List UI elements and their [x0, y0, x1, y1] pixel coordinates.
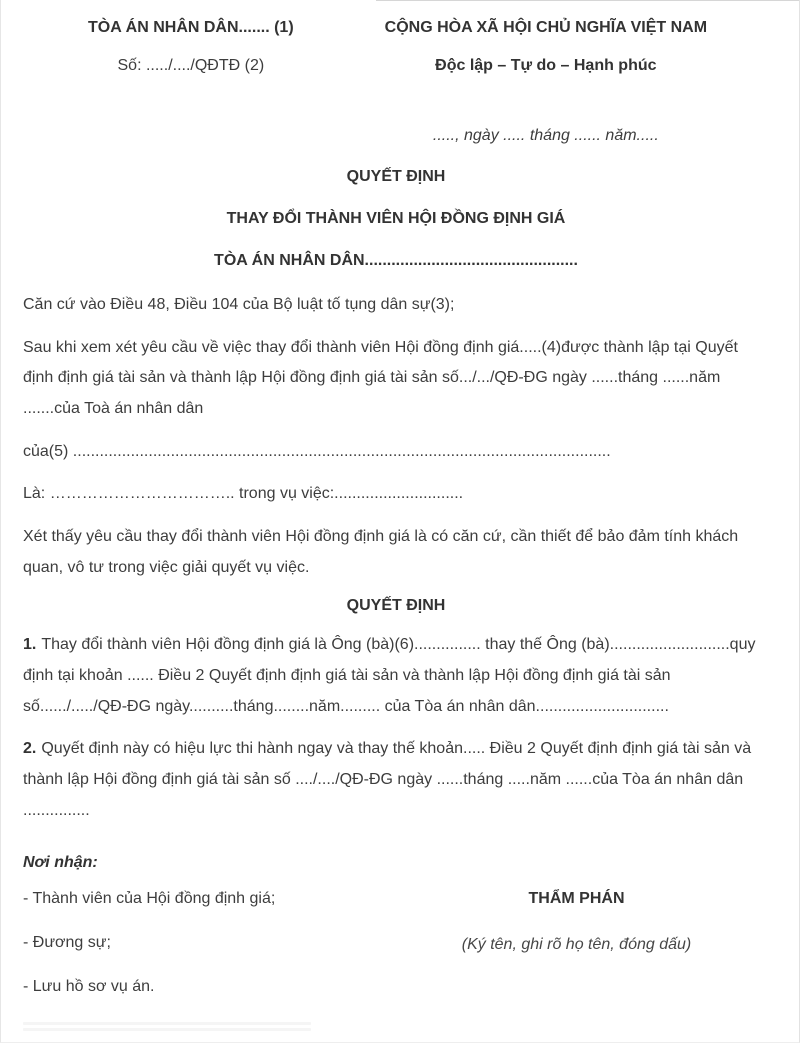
item-1-number: 1. [23, 636, 37, 654]
recipient-item-members: - Thành viên của Hội đồng định giá; [23, 890, 276, 908]
motto-line: Độc lập – Tự do – Hạnh phúc [435, 56, 657, 74]
recipient-item-case-file: - Lưu hồ sơ vụ án. [23, 978, 155, 996]
legal-basis-paragraph: Căn cứ vào Điều 48, Điều 104 của Bộ luật tố tụng dân sự(3); [23, 295, 455, 313]
national-header-block [359, 18, 769, 77]
signer-title: THẨM PHÁN [528, 890, 625, 908]
country-title-line: CỘNG HÒA XÃ HỘI CHỦ NGHĨA VIỆT NAM [384, 19, 708, 36]
issuing-court-block [23, 18, 359, 77]
decision-item-2 [23, 734, 769, 826]
review-paragraph: Sau khi xem xét yêu cầu về việc thay đổi thành viên Hội đồng định giá.....(4)được thành lập tại Quyết định định giá tài sản và thành lập Hội đồng định giá tài sản số.../.../QĐ-ĐG ngày ......tháng ......năm .......của Toà án nhân dân [23, 338, 738, 417]
faint-cutoff-text [23, 1022, 311, 1031]
signature-block [396, 889, 769, 1020]
item-1-text: Thay đổi thành viên Hội đồng định giá là Ông (bà)(6)............... thay thế Ông (bà)...........................quy định tại khoản ...... Điều 2 Quyết định định giá tài sản và thành lập Hội đồng định giá tài sản số....../...../QĐ-ĐG ngày..........tháng........năm......... của Tòa án nhân dân.............................. [23, 636, 756, 715]
signature-note: (Ký tên, ghi rõ họ tên, đóng dấu) [461, 936, 692, 954]
decision-item-1 [23, 630, 769, 722]
court-fill-line: TÒA ÁN NHÂN DÂN................................................ [214, 251, 578, 269]
recipients-label: Nơi nhận: [23, 853, 98, 871]
document-header [23, 18, 769, 77]
document-footer [23, 889, 769, 1020]
document-title: QUYẾT ĐỊNH [346, 168, 446, 186]
recipients-list [23, 889, 396, 1020]
item-2-text: Quyết định này có hiệu lực thi hành ngay và thay thế khoản..... Điều 2 Quyết định định giá tài sản và thành lập Hội đồng định giá tài sản số ..../..../QĐ-ĐG ngày ......tháng .....năm ......của Tòa án nhân dân ............... [23, 740, 752, 819]
member-case-fill-line: Là: …………………………….. trong vụ việc:............................. [23, 485, 464, 503]
document-number-line: Số: ...../..../QĐTĐ (2) [117, 56, 265, 74]
document-subtitle: THAY ĐỔI THÀNH VIÊN HỘI ĐỒNG ĐỊNH GIÁ [226, 210, 566, 228]
item-2-number: 2. [23, 740, 37, 758]
recipient-item-parties: - Đương sự; [23, 934, 111, 952]
justification-paragraph: Xét thấy yêu cầu thay đổi thành viên Hội đồng định giá là có căn cứ, cần thiết để bảo đảm tính khách quan, vô tư trong việc giải quyết vụ việc. [23, 528, 739, 576]
decision-heading: QUYẾT ĐỊNH [346, 596, 446, 614]
date-place-line: ....., ngày ..... tháng ...... năm..... [432, 126, 659, 144]
issuer-fill-line: của(5) ......................................................................................................................... [23, 442, 611, 460]
document-body [23, 290, 769, 1031]
court-name-line: TÒA ÁN NHÂN DÂN....... (1) [88, 19, 294, 36]
top-edge-artifact [376, 0, 799, 1]
